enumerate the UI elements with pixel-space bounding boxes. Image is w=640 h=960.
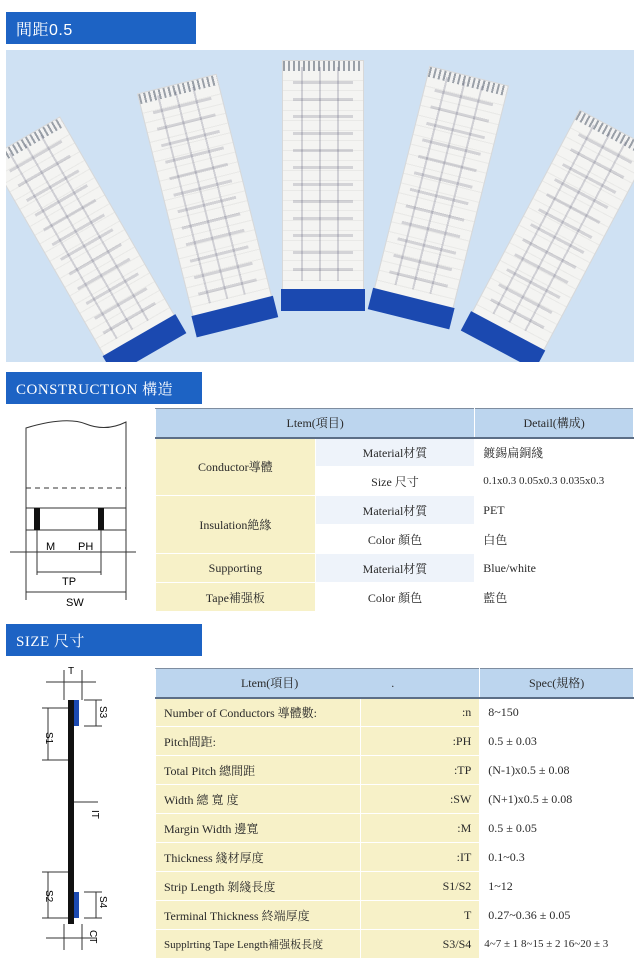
spec-cell: (N-1)x0.5 ± 0.08 bbox=[480, 756, 634, 785]
code-cell: :PH bbox=[360, 727, 480, 756]
attr-cell: Color 顏色 bbox=[315, 583, 475, 612]
spec-cell: 0.5 ± 0.03 bbox=[480, 727, 634, 756]
table-row bbox=[156, 930, 634, 959]
size-table bbox=[155, 668, 634, 959]
spec-cell: 4~7 ± 1 8~15 ± 2 16~20 ± 3 bbox=[480, 930, 634, 959]
table-row bbox=[156, 583, 634, 612]
group-cell: Conductor導體 bbox=[156, 438, 316, 496]
construction-table bbox=[155, 408, 634, 612]
code-cell: :M bbox=[360, 814, 480, 843]
group-cell: Supporting bbox=[156, 554, 316, 583]
table-row bbox=[156, 814, 634, 843]
code-cell: :n bbox=[360, 698, 480, 727]
spec-cell: 1~12 bbox=[480, 872, 634, 901]
group-cell: Insulation絶緣 bbox=[156, 496, 316, 554]
attr-cell: Color 顏色 bbox=[315, 525, 475, 554]
item-cell: Margin Width 邊寬 bbox=[156, 814, 361, 843]
attr-cell: Material材質 bbox=[315, 554, 475, 583]
table-row bbox=[156, 698, 634, 727]
label-ph: PH bbox=[78, 541, 94, 553]
size-title: SIZE 尺寸 bbox=[16, 633, 85, 650]
header-item-label: Ltem(項目) bbox=[240, 676, 299, 691]
header-detail: Detail(構成) bbox=[475, 409, 634, 438]
header-spec: Spec(規格) bbox=[480, 669, 634, 698]
table-row bbox=[156, 785, 634, 814]
construction-diagram bbox=[6, 410, 156, 610]
table-row bbox=[156, 727, 634, 756]
code-cell: S3/S4 bbox=[360, 930, 480, 959]
attr-cell: Material材質 bbox=[315, 438, 475, 467]
table-row bbox=[156, 496, 634, 525]
item-cell: Width 總 寬 度 bbox=[156, 785, 361, 814]
label-s3: S3 bbox=[97, 706, 108, 719]
value-cell: PET bbox=[475, 496, 634, 525]
attr-cell: Size 尺寸 bbox=[315, 467, 475, 496]
spec-cell: 8~150 bbox=[480, 698, 634, 727]
label-s1: S1 bbox=[43, 732, 54, 745]
product-photo bbox=[6, 50, 634, 362]
item-cell: Thickness 綫材厚度 bbox=[156, 843, 361, 872]
value-cell: Blue/white bbox=[475, 554, 634, 583]
value-cell: 鍍錫扁銅綫 bbox=[475, 438, 634, 467]
table-row bbox=[156, 438, 634, 467]
label-s4: S4 bbox=[97, 896, 108, 909]
code-cell: :SW bbox=[360, 785, 480, 814]
item-cell: Total Pitch 總間距 bbox=[156, 756, 361, 785]
table-row bbox=[156, 756, 634, 785]
label-sw: SW bbox=[66, 597, 84, 609]
table-header-row bbox=[156, 669, 634, 698]
value-cell: 藍色 bbox=[475, 583, 634, 612]
spec-cell: 0.5 ± 0.05 bbox=[480, 814, 634, 843]
table-row bbox=[156, 843, 634, 872]
value-cell: 白色 bbox=[475, 525, 634, 554]
label-s2: S2 bbox=[43, 890, 54, 903]
construction-tab bbox=[6, 372, 202, 404]
code-cell: T bbox=[360, 901, 480, 930]
spec-cell: 0.27~0.36 ± 0.05 bbox=[480, 901, 634, 930]
code-cell: :IT bbox=[360, 843, 480, 872]
header-item: Ltem(項目) bbox=[156, 409, 475, 438]
item-cell: Pitch間距: bbox=[156, 727, 361, 756]
construction-title: CONSTRUCTION 構造 bbox=[16, 381, 174, 398]
code-cell: :TP bbox=[360, 756, 480, 785]
item-cell: Number of Conductors 導體數: bbox=[156, 698, 361, 727]
header-item bbox=[156, 669, 480, 698]
label-tp: TP bbox=[62, 576, 77, 588]
item-cell: Terminal Thickness 終端厚度 bbox=[156, 901, 361, 930]
label-t: T bbox=[68, 666, 75, 677]
label-m: M bbox=[46, 541, 56, 553]
label-it: IT bbox=[89, 810, 100, 819]
value-cell: 0.1x0.3 0.05x0.3 0.035x0.3 bbox=[475, 467, 634, 496]
size-tab bbox=[6, 624, 202, 656]
spec-cell: (N+1)x0.5 ± 0.08 bbox=[480, 785, 634, 814]
attr-cell: Material材質 bbox=[315, 496, 475, 525]
group-cell: Tape補强板 bbox=[156, 583, 316, 612]
size-diagram bbox=[6, 662, 156, 952]
table-row bbox=[156, 872, 634, 901]
pitch-title-tab bbox=[6, 12, 196, 44]
item-cell: Supplrting Tape Length補强板長度 bbox=[156, 930, 361, 959]
ffc-cable bbox=[282, 60, 364, 310]
label-ct: CT bbox=[87, 930, 98, 944]
table-row bbox=[156, 554, 634, 583]
pitch-title: 間距0.5 bbox=[16, 21, 73, 39]
table-header-row bbox=[156, 409, 634, 438]
table-row bbox=[156, 901, 634, 930]
item-cell: Strip Length 剝綫長度 bbox=[156, 872, 361, 901]
header-dot: . bbox=[391, 676, 395, 691]
spec-cell: 0.1~0.3 bbox=[480, 843, 634, 872]
code-cell: S1/S2 bbox=[360, 872, 480, 901]
